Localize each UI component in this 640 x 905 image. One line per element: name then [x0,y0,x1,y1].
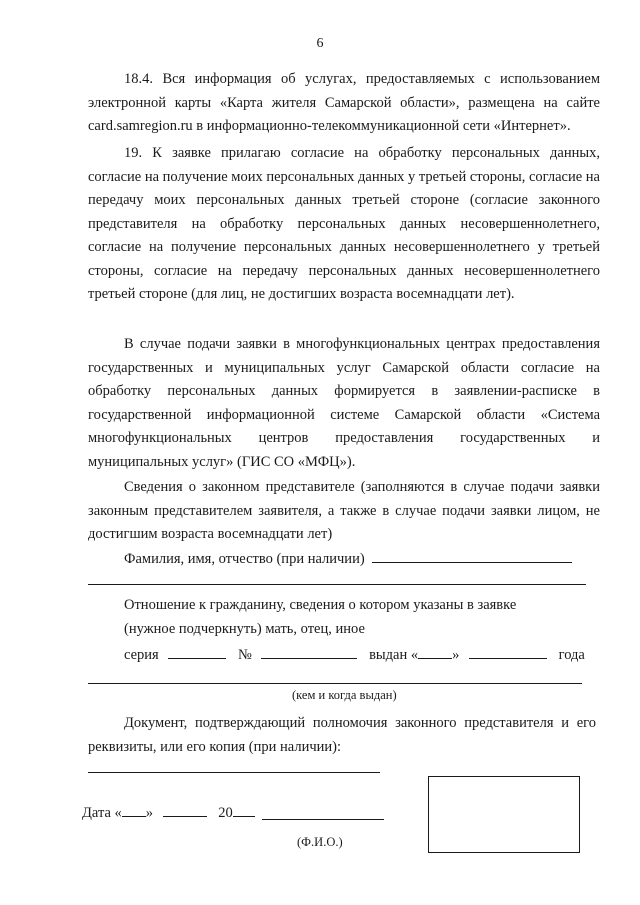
fio-field[interactable] [372,548,572,563]
page-number: 6 [316,36,324,51]
paragraph-mfc: В случае подачи заявки в многофункциональных центрах предоставления государственных и муниципальных услуг Самарской области согласие на обработку персональных данных формируется в заявлении-расписке в государственной информационной системе Самарской области «Система многофункциональных центров предоставления государственных и муниципальных услуг» (ГИС СО «МФЦ»). [88,336,600,470]
signature-field[interactable] [262,819,384,820]
date-century: 20 [218,805,233,821]
photo-box [428,776,580,853]
fio-label: Фамилия, имя, отчество (при наличии) [124,551,365,567]
year-label: года [558,647,585,663]
paragraph-representative: Сведения о законном представителе (заполняются в случае подачи заявки законным представителем заявителя, а также в случае подачи заявки лицом, не достигшим возраста восемнадцати лет) [88,479,600,542]
series-label: серия [124,647,159,663]
issued-month-field[interactable] [469,644,547,659]
date-month-field[interactable] [163,802,207,817]
issued-day-field[interactable] [418,644,452,659]
number-field[interactable] [261,644,357,659]
date-row [82,802,255,822]
issued-by-field[interactable] [88,683,582,684]
paragraph-18-4: 18.4. Вся информация об услугах, предоставляемых с использованием электронной карты «Карта жителя Самарской области», размещена на сайте card.samregion.ru в информационно-телекоммуникационной сети «Интернет». [88,71,600,134]
paragraph-19: 19. К заявке прилагаю согласие на обработку персональных данных, согласие на получение моих персональных данных у третьей стороны, согласие на передачу моих персональных данных третьей стороне (согласие законного представителя на обработку персональных данных несовершеннолетнего, согласие на получение персональных данных несовершеннолетнего у третьей стороны, согласие на передачу персональных данных несовершеннолетнего третьей стороне (для лиц, не достигших возраста восемнадцати лет). [88,145,600,302]
date-prefix: Дата « [82,805,122,821]
number-label: № [237,647,252,663]
fio-caption: (Ф.И.О.) [297,835,343,849]
series-field[interactable] [168,644,226,659]
date-quote: » [145,805,154,821]
date-day-field[interactable] [122,802,146,817]
relation-label: Отношение к гражданину, сведения о котором указаны в заявке [124,597,517,613]
passport-row [124,644,585,664]
date-year-field[interactable] [233,802,255,817]
issued-quote: » [452,647,460,663]
issued-caption: (кем и когда выдан) [292,688,397,702]
issued-label: выдан « [369,647,419,663]
fio-row [124,548,572,568]
fio-field-continued[interactable] [88,584,586,585]
document-field[interactable] [88,772,380,773]
relation-choice: (нужное подчеркнуть) мать, отец, иное [124,621,365,637]
document-label: Документ, подтверждающий полномочия законного представителя и его реквизиты, или его копия (при наличии): [88,715,596,755]
